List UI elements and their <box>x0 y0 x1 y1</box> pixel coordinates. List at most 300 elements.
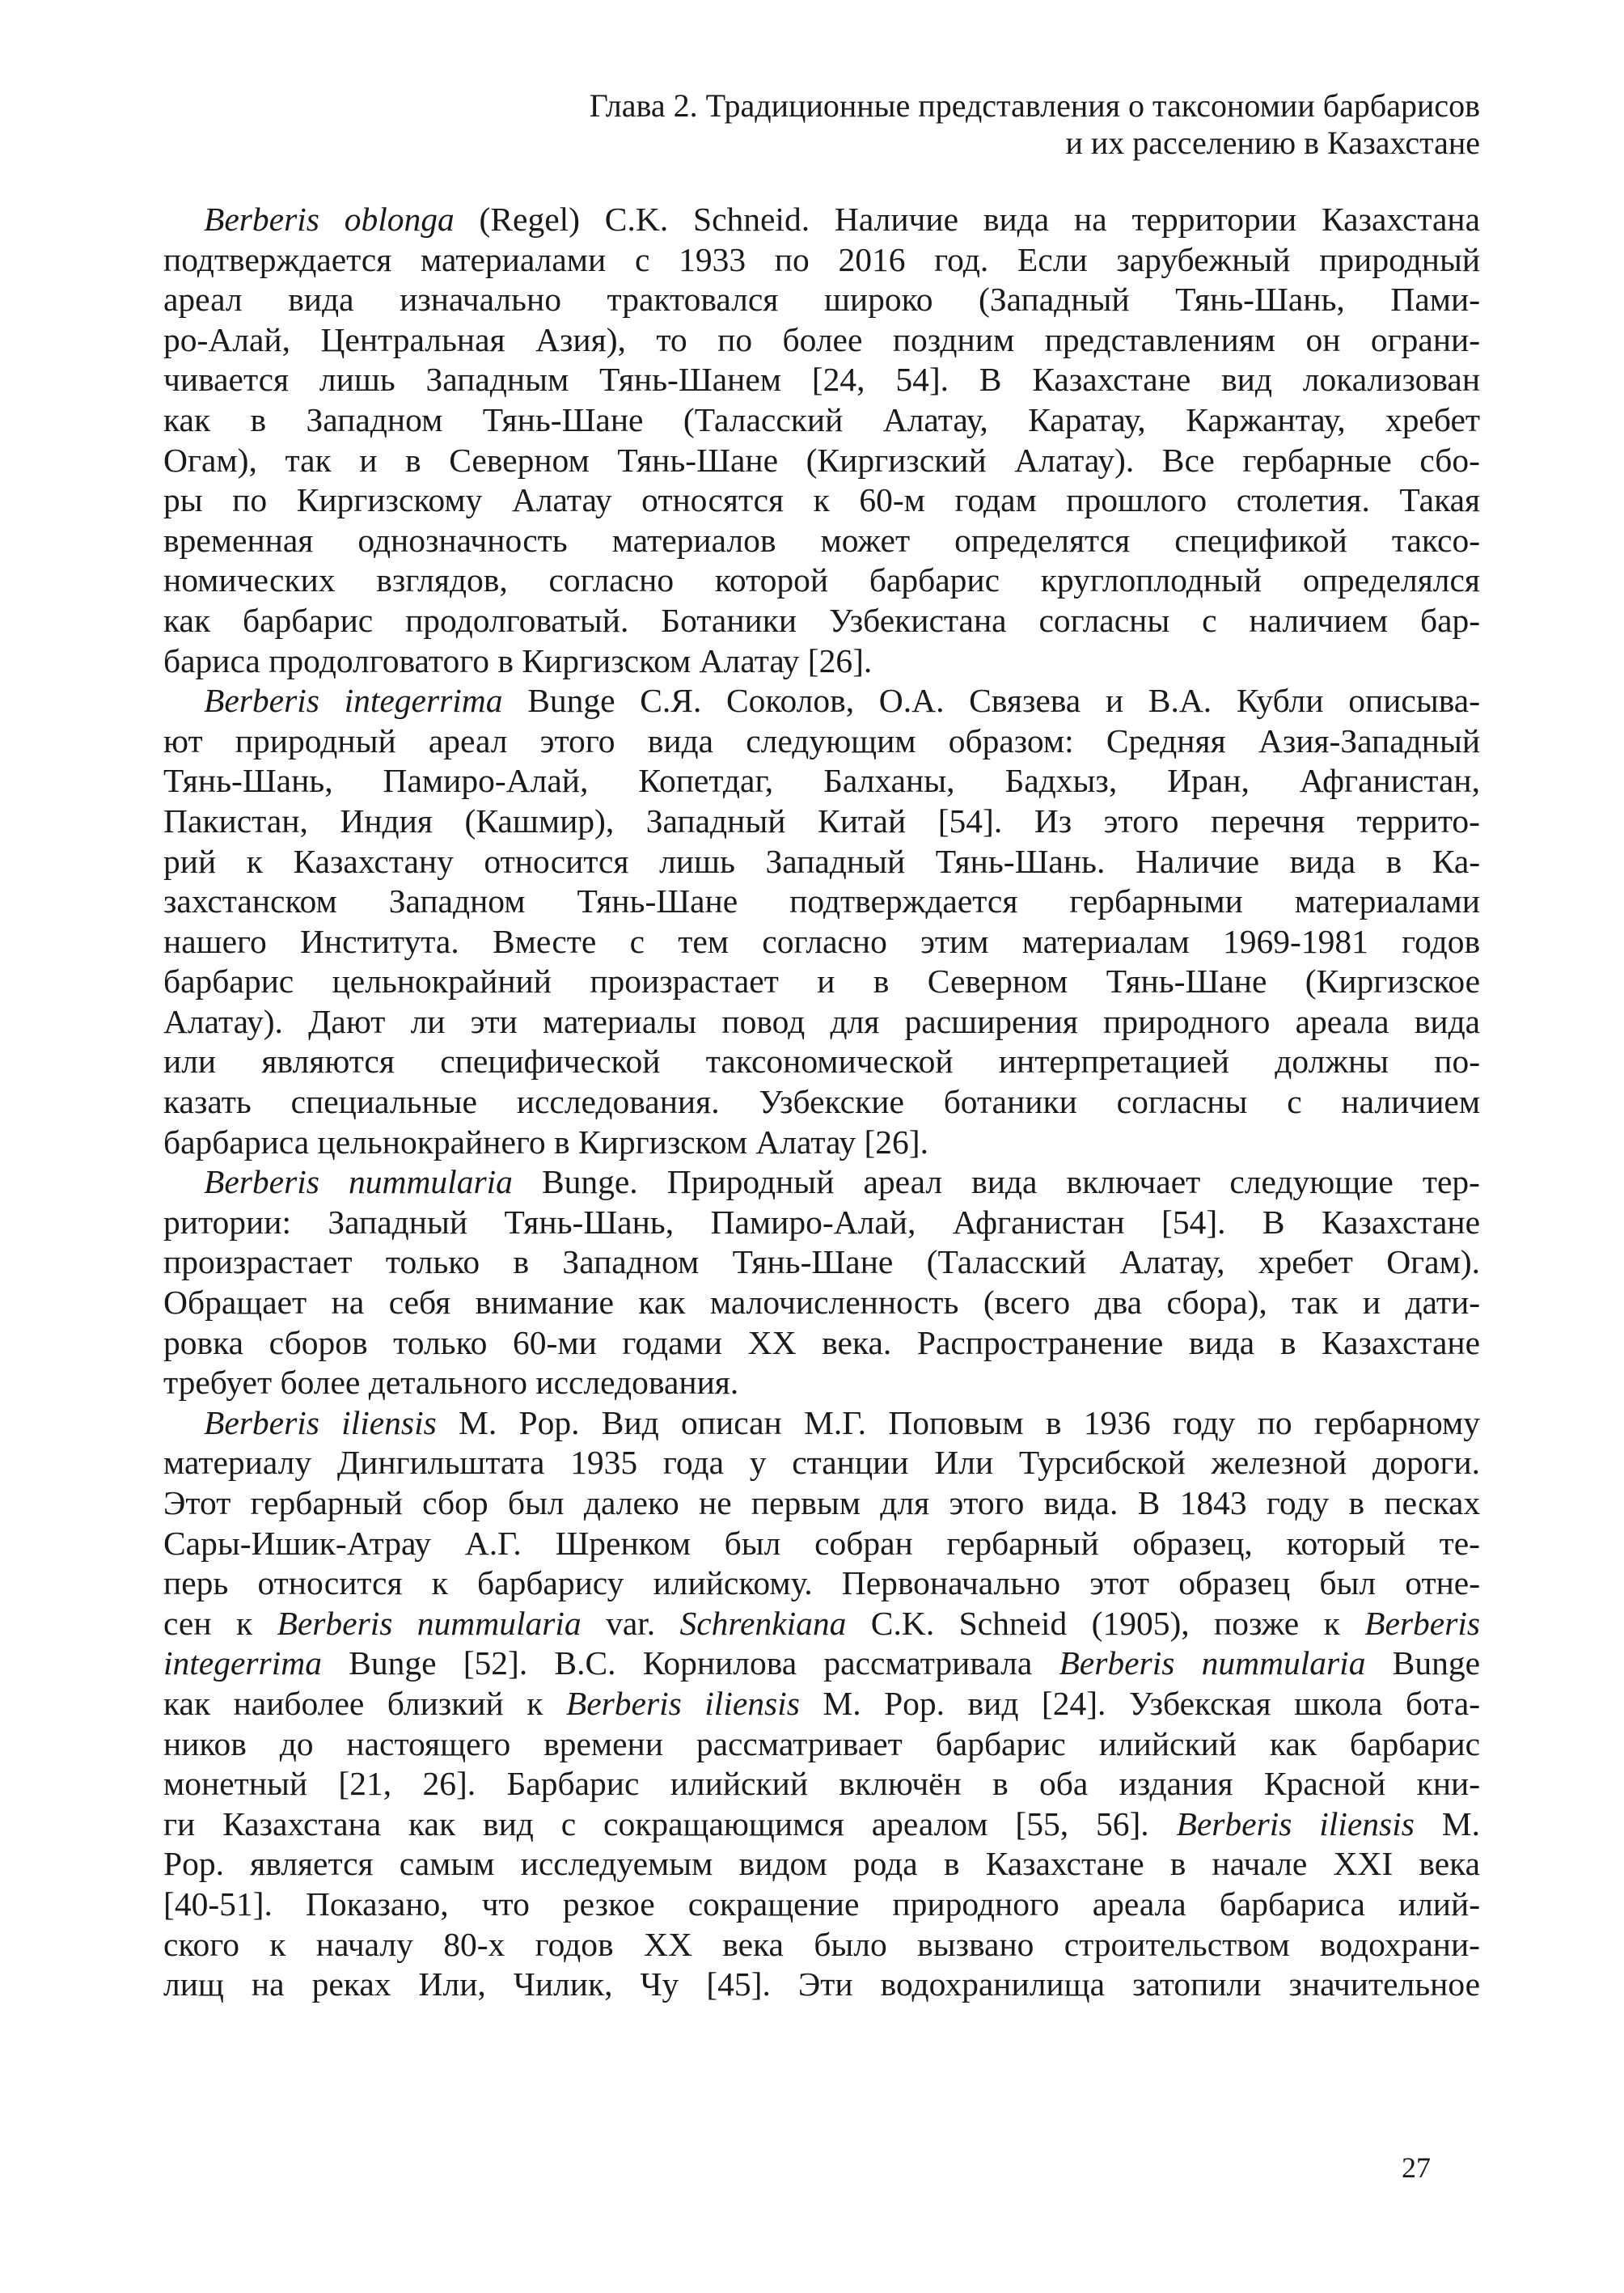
text-run: хребет <box>1385 400 1481 438</box>
text-run: вызвано <box>917 1925 1034 1963</box>
text-run: хребет <box>1258 1243 1353 1281</box>
text-run: к <box>1323 1604 1340 1642</box>
text-run: следующие <box>1229 1163 1394 1201</box>
text-run: века. <box>822 1323 892 1361</box>
text-run: [54]. <box>937 802 1003 840</box>
text-run: (Киргизский <box>806 441 987 479</box>
species-name-italic: Schrenkiana <box>679 1604 847 1642</box>
text-run: барбарис <box>1349 1724 1481 1762</box>
text-run: природный <box>235 721 396 759</box>
text-run: и <box>1105 682 1124 720</box>
text-run: в <box>1169 1845 1186 1883</box>
text-run: вида <box>647 721 714 759</box>
text-run: Ка- <box>1432 842 1481 880</box>
text-run: Bunge <box>1392 1644 1481 1682</box>
text-run: как <box>163 1684 211 1722</box>
text-run: требует <box>163 1364 273 1402</box>
text-run: перечня <box>1211 802 1326 840</box>
paragraph-first-line <box>163 1403 1480 1444</box>
paragraph-first-line <box>163 681 1480 721</box>
text-run: Западном <box>562 1243 700 1281</box>
text-run: 60-м <box>859 481 925 519</box>
text-run: наличием <box>1249 601 1389 639</box>
text-run: значительное <box>1288 1965 1481 2003</box>
text-run: илий- <box>1398 1885 1481 1923</box>
text-run: в <box>873 962 890 1001</box>
text-run: гербарными <box>1069 882 1243 920</box>
text-run: к <box>813 481 830 519</box>
text-run: согласно <box>762 922 887 960</box>
text-run: вида <box>1188 1323 1255 1361</box>
text-run: Этот <box>163 1484 231 1521</box>
text-line <box>163 1724 1480 1765</box>
text-run: однозначность <box>357 521 568 559</box>
text-run: [26]. <box>807 641 873 679</box>
text-line <box>163 561 1480 601</box>
text-run: Природный <box>666 1163 835 1201</box>
text-run: Западным <box>425 361 569 399</box>
text-run: в <box>1385 842 1402 880</box>
text-run: материалу <box>163 1444 312 1482</box>
text-run: вида <box>288 281 354 319</box>
text-run: Или, <box>418 1965 486 2003</box>
text-run: 1935 <box>570 1444 638 1482</box>
text-run: Обращает <box>163 1284 307 1322</box>
species-name-italic: Berberis <box>1364 1604 1481 1642</box>
text-run: ги <box>163 1804 196 1842</box>
text-run: гербарному <box>1313 1403 1481 1441</box>
text-run: Наличие <box>1135 842 1260 880</box>
text-run: железной <box>1211 1444 1347 1482</box>
text-run: илийский <box>670 1765 809 1803</box>
text-run: относится <box>257 1564 403 1602</box>
species-name-italic: Berberis <box>1059 1644 1175 1682</box>
text-run: расширения <box>904 1002 1078 1040</box>
text-run: с <box>1287 1083 1302 1121</box>
text-run: подтверждается <box>789 882 1018 920</box>
text-line <box>163 1443 1480 1483</box>
text-run: Pop. <box>518 1403 580 1441</box>
text-line <box>163 1764 1480 1804</box>
text-run: и <box>817 962 835 1001</box>
text-run: 1936 <box>1083 1403 1151 1441</box>
text-run: более <box>782 320 863 358</box>
text-run: был <box>1319 1564 1377 1602</box>
text-run: сборов <box>269 1323 368 1361</box>
text-run: Pop. <box>884 1684 945 1722</box>
text-line <box>163 1002 1480 1043</box>
text-line <box>163 1684 1480 1724</box>
species-name-italic: Berberis <box>204 682 319 720</box>
text-run: годами <box>622 1323 722 1361</box>
text-run: Западный <box>645 802 786 840</box>
text-run: самым <box>399 1845 495 1883</box>
text-run: В.А. <box>1148 682 1212 720</box>
text-run: так <box>1292 1284 1339 1322</box>
text-run: Вместе <box>492 922 597 960</box>
text-run: как <box>163 400 211 438</box>
text-run: Ботаники <box>661 601 797 639</box>
text-line <box>163 882 1480 922</box>
text-run: специальные <box>290 1083 477 1121</box>
text-run: оба <box>1039 1765 1089 1803</box>
text-run: (Кашмир), <box>464 802 615 840</box>
text-run: Корнилова <box>642 1644 797 1682</box>
text-run: (Таласский <box>926 1243 1087 1281</box>
text-run: дороги. <box>1372 1444 1481 1482</box>
paragraph-first-line <box>163 200 1480 240</box>
text-run: году <box>1266 1484 1330 1521</box>
text-run: 26]. <box>422 1765 476 1803</box>
text-run: С.Я. <box>640 682 702 720</box>
text-run: на <box>331 1284 365 1322</box>
page-number: 27 <box>1402 2151 1431 2184</box>
text-run: был <box>507 1484 565 1521</box>
text-run: лишь <box>319 361 395 399</box>
species-name-italic: oblonga <box>344 201 455 238</box>
text-run: водохрани- <box>1320 1925 1480 1963</box>
text-run: прошлого <box>1066 481 1207 519</box>
text-run: Азия), <box>535 320 626 358</box>
text-run: [40-51]. <box>163 1885 273 1923</box>
text-line <box>163 1242 1480 1283</box>
text-run: включает <box>1066 1163 1201 1201</box>
text-run: XX <box>643 1925 692 1963</box>
text-run: продолговатый. <box>405 601 629 639</box>
text-run: ареалом <box>871 1804 988 1842</box>
species-name-italic: Berberis <box>277 1604 393 1642</box>
text-run: Афганистан <box>952 1203 1125 1241</box>
text-run: M. <box>823 1684 861 1722</box>
text-run: var. <box>606 1604 656 1642</box>
text-run: ареала <box>1295 1002 1389 1040</box>
text-run: произрастает <box>163 1243 353 1281</box>
text-run: относятся <box>641 481 785 519</box>
text-run: как <box>163 601 211 639</box>
text-run: 60-ми <box>513 1323 597 1361</box>
species-name-italic: Berberis <box>204 201 319 238</box>
text-run: [21, <box>338 1765 392 1803</box>
text-run: Чилик, <box>513 1965 613 2003</box>
text-run: дати- <box>1405 1284 1481 1322</box>
text-run: настоящего <box>346 1724 511 1762</box>
text-run: Казахстана <box>222 1804 382 1842</box>
text-run: взглядов, <box>376 561 508 599</box>
text-run: ограни- <box>1370 320 1481 358</box>
text-run: к <box>235 1604 253 1642</box>
text-run: он <box>1305 320 1341 358</box>
text-run: в <box>943 1845 960 1883</box>
text-run: который <box>1286 1524 1406 1562</box>
text-run: Или <box>934 1444 994 1482</box>
text-run: для <box>880 1484 930 1521</box>
text-run: M. <box>459 1403 497 1441</box>
text-run: Казахстане <box>1322 1323 1481 1361</box>
text-run: то <box>656 320 687 358</box>
text-run: Тянь-Шане <box>1106 962 1267 1001</box>
text-run: 1969-1981 <box>1223 922 1368 960</box>
text-run: Киргизском <box>578 1123 747 1161</box>
text-run: (1905), <box>1091 1604 1190 1642</box>
text-run: [54]. <box>1161 1203 1226 1241</box>
text-run: материалы <box>542 1002 697 1040</box>
text-run: как <box>408 1804 456 1842</box>
text-run: Киргизскому <box>296 481 483 519</box>
text-run: может <box>820 521 911 559</box>
text-run: гербарный <box>946 1524 1099 1562</box>
text-run: (Таласский <box>683 400 844 438</box>
text-run: Казахстане <box>1321 1203 1481 1241</box>
text-run: не <box>699 1484 732 1521</box>
text-run: описан <box>681 1403 782 1441</box>
text-run: Северном <box>927 962 1068 1001</box>
text-line <box>163 1844 1480 1885</box>
text-run: вид <box>967 1684 1019 1722</box>
text-run: Вид <box>601 1403 659 1441</box>
text-run: и <box>359 441 378 479</box>
text-run: перь <box>163 1564 229 1602</box>
text-run: рий <box>163 842 217 880</box>
text-line <box>163 400 1480 441</box>
text-run: Показано, <box>305 1885 449 1923</box>
text-run: круглоплодный <box>1040 561 1262 599</box>
text-run: Красной <box>1263 1765 1386 1803</box>
text-run: малочисленность <box>709 1284 959 1322</box>
text-run: Института. <box>299 922 459 960</box>
text-run: А.Г. <box>464 1524 522 1562</box>
text-run: Средняя <box>1106 721 1226 759</box>
text-run: илийскому. <box>653 1564 813 1602</box>
text-run: на <box>251 1965 285 2003</box>
text-run: вида. <box>1043 1484 1119 1521</box>
text-run: к <box>246 842 263 880</box>
text-run: сокращающимся <box>603 1804 844 1842</box>
text-run: являются <box>261 1043 395 1081</box>
text-run: Тянь-Шане <box>482 400 644 438</box>
text-run: поздним <box>892 320 1015 358</box>
text-run: Узбекские <box>759 1083 904 1121</box>
text-run: внимание <box>475 1284 614 1322</box>
text-run: Тянь-Шанем <box>599 361 782 399</box>
text-run: специфической <box>440 1043 661 1081</box>
text-run: по <box>717 320 753 358</box>
text-run: Узбекистана <box>829 601 1007 639</box>
text-run: C.K. <box>604 201 669 238</box>
text-run: XX <box>747 1323 797 1361</box>
text-run: ровка <box>163 1323 244 1361</box>
text-run: Киргизском <box>522 641 691 679</box>
text-run: образец <box>1178 1564 1291 1602</box>
text-run: те- <box>1439 1524 1480 1562</box>
species-name-italic: nummularia <box>417 1604 582 1642</box>
paragraph-first-line <box>163 1162 1480 1203</box>
text-run: таксономической <box>705 1043 954 1081</box>
text-run: видом <box>738 1845 827 1883</box>
text-run: Афганистан, <box>1299 762 1480 800</box>
text-run: Каржантау, <box>1186 400 1346 438</box>
text-run: сбор <box>422 1484 488 1521</box>
text-run: этого <box>539 721 615 759</box>
text-run: исследования. <box>516 1083 720 1121</box>
text-run: что <box>481 1885 530 1923</box>
text-line <box>163 641 1480 682</box>
text-run: Алатау <box>755 1123 856 1161</box>
text-run: материалам <box>1021 922 1190 960</box>
text-run: вида <box>1414 1002 1481 1040</box>
text-run: к <box>269 1925 286 1963</box>
text-line <box>163 1563 1480 1604</box>
text-run: гербарные <box>1242 441 1392 479</box>
text-run: должны <box>1275 1043 1389 1081</box>
text-run: этим <box>920 922 989 960</box>
species-name-italic: Berberis <box>565 1684 682 1722</box>
text-line <box>163 1644 1480 1684</box>
text-run: Тянь-Шань, <box>504 1203 675 1241</box>
text-run: 1933 <box>679 240 746 278</box>
species-name-italic: iliensis <box>704 1684 800 1722</box>
text-run: началу <box>315 1925 413 1963</box>
text-line <box>163 1483 1480 1524</box>
text-run: номических <box>163 561 336 599</box>
text-line <box>163 1042 1480 1082</box>
text-run: этого <box>1103 802 1179 840</box>
text-run: Китай <box>818 802 907 840</box>
text-run: наличием <box>1341 1083 1481 1121</box>
text-line <box>163 240 1480 281</box>
text-run: ют <box>163 721 203 759</box>
body-text <box>163 200 1480 2005</box>
text-line <box>163 441 1480 481</box>
text-run: Алатау, <box>1119 1243 1225 1281</box>
text-run: 2016 <box>838 240 906 278</box>
text-run: 54]. <box>895 361 949 399</box>
text-run: [26]. <box>864 1123 928 1161</box>
text-run: для <box>830 1002 880 1040</box>
text-run: чивается <box>163 361 290 399</box>
text-run: Эти <box>797 1965 853 2003</box>
text-line <box>163 1925 1480 1965</box>
text-run: в <box>250 400 267 438</box>
text-run: таксо- <box>1391 521 1481 559</box>
text-run: в <box>513 1243 530 1281</box>
text-run: территории <box>1131 201 1297 238</box>
text-run: позже <box>1214 1604 1300 1642</box>
text-run: годов <box>535 1925 614 1963</box>
text-run: века <box>1419 1845 1481 1883</box>
text-run: природного <box>1103 1002 1271 1040</box>
text-run: Алатау). <box>163 1002 283 1040</box>
text-run: отне- <box>1405 1564 1481 1602</box>
text-run: детального <box>368 1364 528 1402</box>
text-run: ритории: <box>163 1203 291 1241</box>
text-run: Каратау, <box>1028 400 1146 438</box>
text-run: сбора), <box>1166 1284 1267 1322</box>
text-run: Алатау <box>511 481 612 519</box>
text-run: ского <box>163 1925 239 1963</box>
text-run: представлениям <box>1044 320 1276 358</box>
text-run: временная <box>163 521 314 559</box>
species-name-italic: integerrima <box>344 682 503 720</box>
text-run: рода <box>852 1845 918 1883</box>
text-run: Поповым <box>888 1403 1024 1441</box>
text-run: барбарису <box>477 1564 624 1602</box>
text-run: с <box>1202 601 1217 639</box>
text-run: до <box>279 1724 314 1762</box>
text-run: бота- <box>1405 1684 1481 1722</box>
text-run: 56]. <box>1095 1804 1149 1842</box>
text-run: Дают <box>308 1002 386 1040</box>
text-run: времени <box>543 1724 663 1762</box>
text-run: далеко <box>583 1484 679 1521</box>
text-run: как <box>1269 1724 1317 1762</box>
text-run: Тянь-Шань, <box>163 762 333 800</box>
text-run: (всего <box>983 1284 1071 1322</box>
text-run: Тянь-Шане <box>732 1243 894 1281</box>
text-run: трактовался <box>607 281 779 319</box>
text-run: Пами- <box>1390 281 1481 319</box>
text-line <box>163 1965 1480 2005</box>
text-run: определятся <box>954 521 1131 559</box>
text-run: ников <box>163 1724 247 1762</box>
text-run: песках <box>1384 1484 1481 1521</box>
text-run: году <box>1173 1403 1236 1441</box>
text-run: Шренком <box>555 1524 691 1562</box>
text-run: только <box>385 1243 480 1281</box>
text-run: Соколов, <box>725 682 855 720</box>
species-name-italic: integerrima <box>163 1644 322 1682</box>
text-run: с <box>629 922 645 960</box>
text-run: школа <box>1294 1684 1383 1722</box>
text-run: в <box>497 641 514 679</box>
text-run: нашего <box>163 922 267 960</box>
text-run: природный <box>1319 240 1481 278</box>
text-run: к <box>527 1684 543 1722</box>
text-run: близкий <box>387 1684 504 1722</box>
text-run: локализован <box>1302 361 1481 399</box>
text-run: Из <box>1034 802 1072 840</box>
text-run: террито- <box>1356 802 1480 840</box>
text-run: строительством <box>1064 1925 1290 1963</box>
text-run: как <box>638 1284 686 1322</box>
text-run: Казахстану <box>293 842 454 880</box>
text-run: так <box>285 441 332 479</box>
text-run: Азия-Западный <box>1258 721 1481 759</box>
text-run: цельнокрайнего <box>317 1123 546 1161</box>
text-run: (Киргизское <box>1305 962 1481 1001</box>
text-run: сен <box>163 1604 212 1642</box>
text-run: Сары-Ишик-Атрау <box>163 1524 432 1562</box>
text-run: илийский <box>1098 1724 1237 1762</box>
text-run: себя <box>388 1284 451 1322</box>
text-run: [55, <box>1015 1804 1069 1842</box>
text-run: кни- <box>1416 1765 1481 1803</box>
text-run: повод <box>721 1002 806 1040</box>
text-run: Чу <box>640 1965 679 2003</box>
text-run: согласно <box>548 561 675 599</box>
text-run: материалов <box>611 521 776 559</box>
text-run: годам <box>954 481 1037 519</box>
text-run: образом: <box>948 721 1074 759</box>
text-run: которой <box>714 561 829 599</box>
text-run: год. <box>934 240 989 278</box>
text-run: вида <box>983 201 1050 238</box>
species-name-italic: nummularia <box>1201 1644 1366 1682</box>
text-run: годов <box>1402 922 1481 960</box>
text-run: у <box>749 1444 767 1482</box>
text-run: В <box>1137 1484 1161 1521</box>
text-line <box>163 842 1480 882</box>
text-run: монетный <box>163 1765 308 1803</box>
